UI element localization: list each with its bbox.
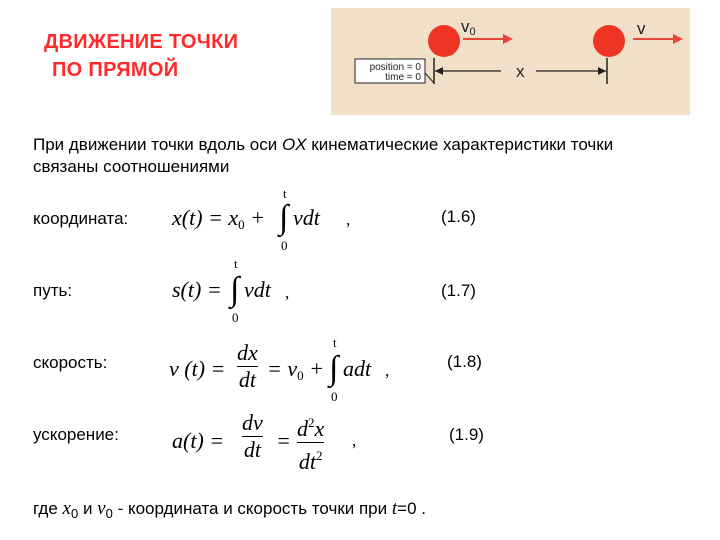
upper-limit: t — [234, 256, 238, 271]
motion-illustration — [331, 8, 690, 115]
acceleration-label: ускорение: — [33, 425, 119, 444]
upper-limit: t — [333, 335, 337, 350]
v0-arrowhead — [503, 34, 513, 44]
equation-number-1-9: (1.9) — [449, 425, 484, 444]
footer-note: где $x_0$ и $v_0$ - координата и скорость точки при t=0 . — [33, 498, 426, 521]
axis-name: OX — [281, 135, 307, 154]
title-line-2: ПО ПРЯМОЙ — [52, 59, 179, 81]
position-text: position = 0 — [369, 62, 421, 73]
dv-dt-fraction: dv dt — [242, 410, 263, 462]
lower-limit: 0 — [281, 238, 288, 253]
equation-number-1-8: (1.8) — [447, 352, 482, 371]
displacement-arrowhead-left — [435, 67, 443, 75]
equation-number-1-6: (1.6) — [441, 207, 476, 226]
box-pointer — [425, 73, 434, 83]
title-line-1: ДВИЖЕНИЕ ТОЧКИ — [44, 31, 239, 53]
path-label: путь: — [33, 281, 73, 300]
initial-ball — [428, 25, 460, 57]
lower-limit: 0 — [331, 389, 338, 404]
intro-text: При движении точки вдоль оси OX кинематические характеристики точки связаны соотношениями — [33, 135, 614, 176]
v-arrowhead — [673, 34, 683, 44]
time-text: time = 0 — [385, 72, 421, 83]
motion-illustration-drawing — [331, 8, 690, 115]
v-label: v — [637, 19, 646, 38]
displacement-arrowhead-right — [598, 67, 606, 75]
page-title — [44, 28, 238, 84]
equation-number-1-7: (1.7) — [441, 281, 476, 300]
upper-limit: t — [283, 186, 287, 201]
x-label: x — [516, 62, 525, 81]
v0-label: v0 — [461, 17, 476, 38]
lower-limit: 0 — [232, 310, 239, 325]
integral-sign: ∫ — [279, 199, 289, 236]
integral-sign: ∫ — [230, 271, 240, 308]
moving-ball — [593, 25, 625, 57]
coordinate-label: координата: — [33, 209, 129, 228]
velocity-label: скорость: — [33, 353, 108, 372]
second-derivative-fraction: $d^2x$ $dt^2$ — [297, 415, 325, 474]
integral-sign: ∫ — [329, 350, 339, 387]
dx-dt-fraction: dx dt — [237, 340, 258, 392]
